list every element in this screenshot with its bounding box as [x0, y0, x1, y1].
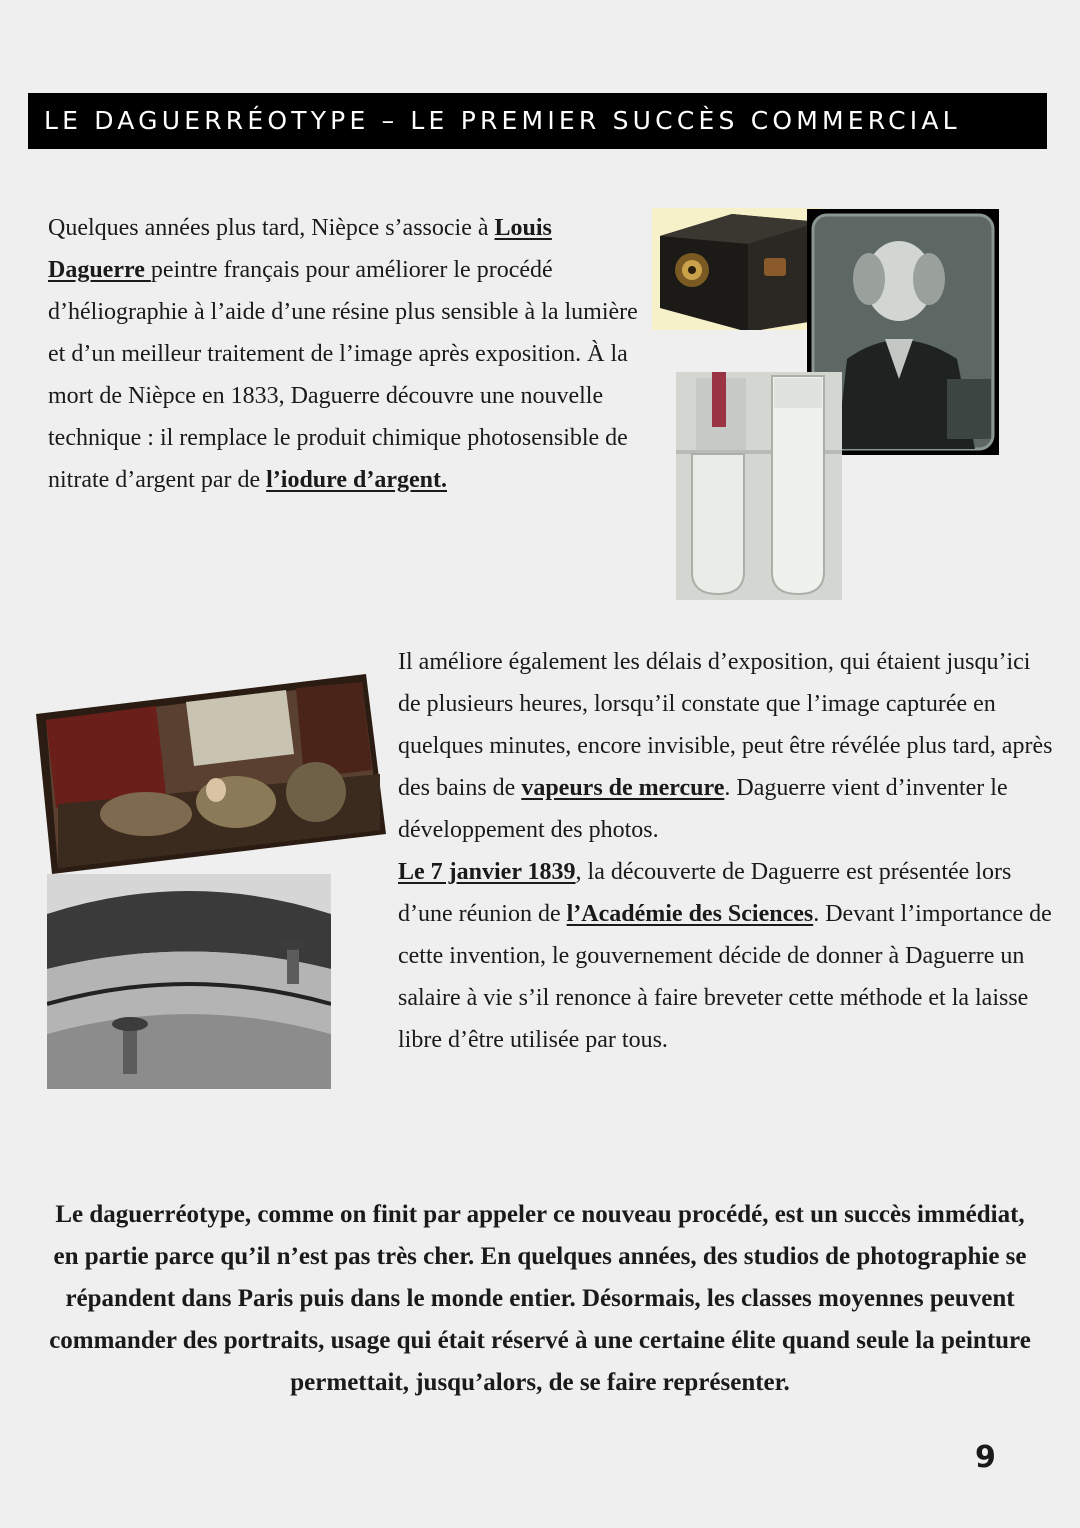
development-paragraph: [398, 641, 1058, 1061]
test-tubes-image: [676, 372, 842, 600]
dev-text-4: . Devant l’importance de cette invention, le gouvernement décide de donner à Daguerre un salaire à vie s’il renonce à faire breveter cette méthode et la laisse libre d’être utilisée par tous.: [398, 901, 1052, 1053]
link-academie-sciences[interactable]: l’Académie des Sciences: [566, 901, 814, 927]
dev-text-3: , la découverte de Daguerre est présentée lors d’une réunion de: [398, 859, 1012, 927]
link-date-1839[interactable]: Le 7 janvier 1839: [398, 859, 576, 885]
intro-text-1: Quelques années plus tard, Nièpce s’associe à: [48, 215, 495, 241]
daguerreotype-camera-image: [652, 208, 822, 330]
intro-text-2: peintre français pour améliorer le procédé d’héliographie à l’aide d’une résine plus sensible à la lumière et d’un meilleur traitement de l’image après exposition. À la mort de Nièpce en 1833, Daguerre découvre une nouvelle technique : il remplace le produit chimique photosensible de nitrate d’argent par de: [48, 257, 638, 493]
link-vapeurs-mercure[interactable]: vapeurs de mercure: [521, 775, 725, 801]
page-title: LE DAGUERRÉOTYPE – LE PREMIER SUCCÈS COMMERCIAL: [28, 93, 1047, 149]
dev-text-2: . Daguerre vient d’inventer le développement des photos.: [398, 775, 1008, 843]
link-louis-daguerre[interactable]: Louis Daguerre: [48, 215, 552, 283]
link-iodure-argent[interactable]: l’iodure d’argent.: [266, 467, 448, 493]
page-number: 9: [975, 1440, 996, 1475]
silver-plate-image: [47, 874, 331, 1089]
intro-paragraph: [48, 207, 648, 501]
conclusion-paragraph: Le daguerréotype, comme on finit par appeler ce nouveau procédé, est un succès immédiat, en partie parce qu’il n’est pas très cher. En quelques années, des studios de photographie se répandent dans Paris puis dans le monde entier. Désormais, les classes moyennes peuvent commander des portraits, usage qui était réservé à une certaine élite quand seule la peinture permettait, jusqu’alors, de se faire représenter.: [49, 1201, 1031, 1396]
dev-text-1: Il améliore également les délais d’exposition, qui étaient jusqu’ici de plusieurs heures, lorsqu’il constate que l’image capturée en quelques minutes, encore invisible, peut être révélée plus tard, après des bains de: [398, 649, 1053, 801]
academie-painting-image: [36, 674, 386, 874]
